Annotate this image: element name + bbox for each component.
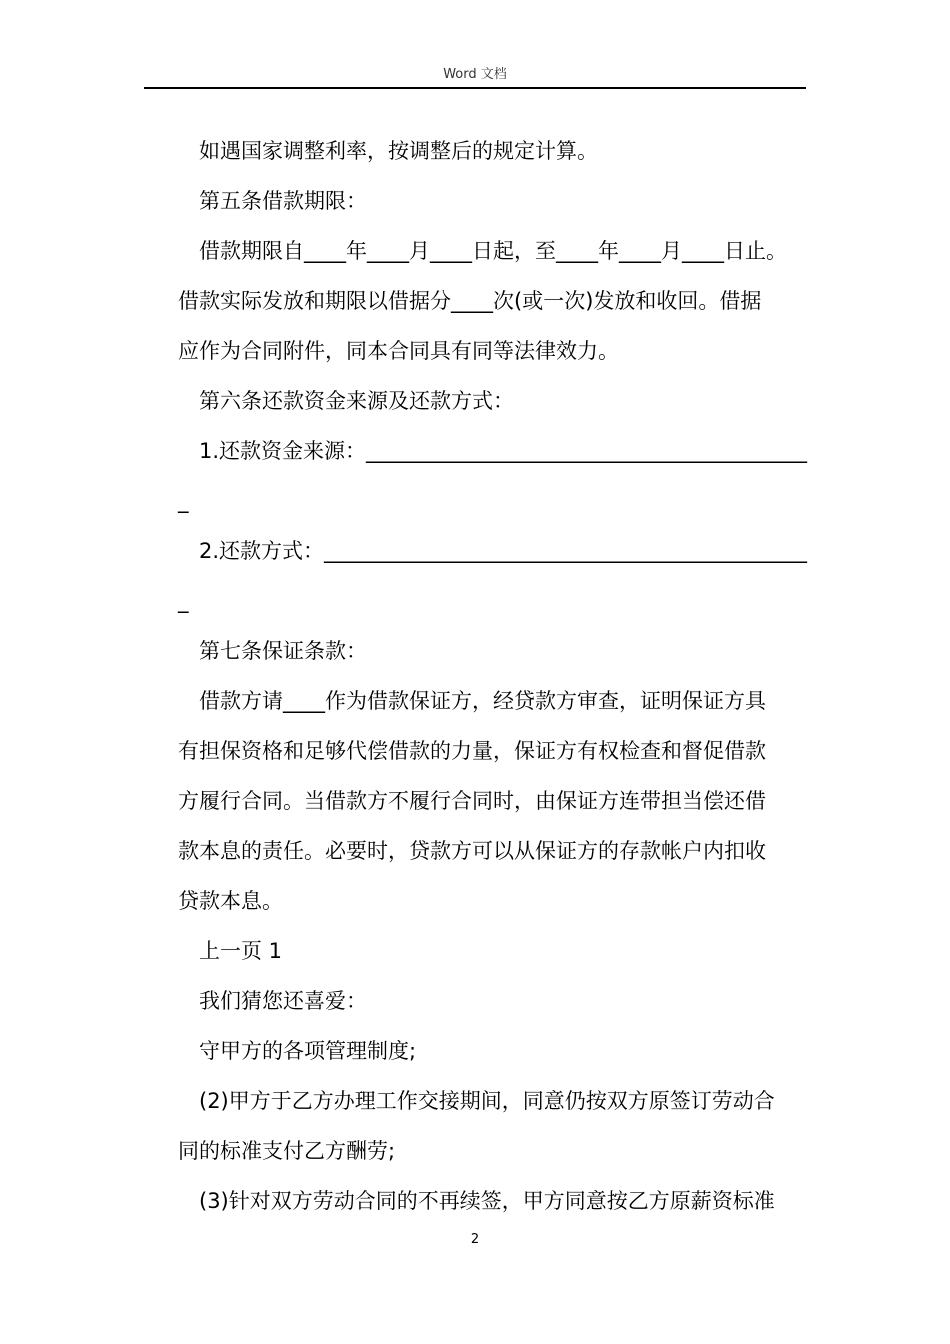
prev-page-link: 上一页 1: [199, 939, 283, 963]
paragraph-line: (3)针对双方劳动合同的不再续签，甲方同意按乙方原薪资标准: [199, 1189, 775, 1213]
paragraph-line: 应作为合同附件，同本合同具有同等法律效力。: [178, 339, 619, 363]
paragraph-line: 借款期限自____年____月____日起，至____年____月____日止。: [199, 239, 787, 263]
paragraph-line: _: [178, 589, 189, 613]
section-heading: 第六条还款资金来源及还款方式：: [199, 389, 514, 413]
paragraph-line: _: [178, 489, 189, 513]
paragraph-line: 借款实际发放和期限以借据分____次(或一次)发放和收回。借据: [178, 289, 762, 313]
paragraph-line: 贷款本息。: [178, 889, 283, 913]
section-heading: 第五条借款期限：: [199, 189, 367, 213]
paragraph-line: 守甲方的各项管理制度;: [199, 1039, 417, 1063]
page-number: 2: [470, 1232, 480, 1247]
page-header-title: Word 文档: [443, 67, 507, 82]
paragraph-line: 方履行合同。当借款方不履行合同时，由保证方连带担当偿还借: [178, 789, 766, 813]
paragraph-line: 款本息的责任。必要时，贷款方可以从保证方的存款帐户内扣收: [178, 839, 766, 863]
section-heading: 第七条保证条款：: [199, 639, 367, 663]
paragraph-line: 借款方请____作为借款保证方，经贷款方审查，证明保证方具: [199, 689, 766, 713]
paragraph-line: 如遇国家调整利率，按调整后的规定计算。: [199, 139, 598, 163]
paragraph-line: 同的标准支付乙方酬劳;: [178, 1139, 396, 1163]
paragraph-line: 1.还款资金来源：__________________________________________: [199, 439, 808, 463]
paragraph-line: 2.还款方式：______________________________________________: [199, 539, 808, 563]
header-divider: [144, 87, 806, 89]
paragraph-line: 有担保资格和足够代偿借款的力量，保证方有权检查和督促借款: [178, 739, 766, 763]
paragraph-line: (2)甲方于乙方办理工作交接期间，同意仍按双方原签订劳动合: [199, 1089, 775, 1113]
recommendation-heading: 我们猜您还喜爱：: [199, 989, 367, 1013]
